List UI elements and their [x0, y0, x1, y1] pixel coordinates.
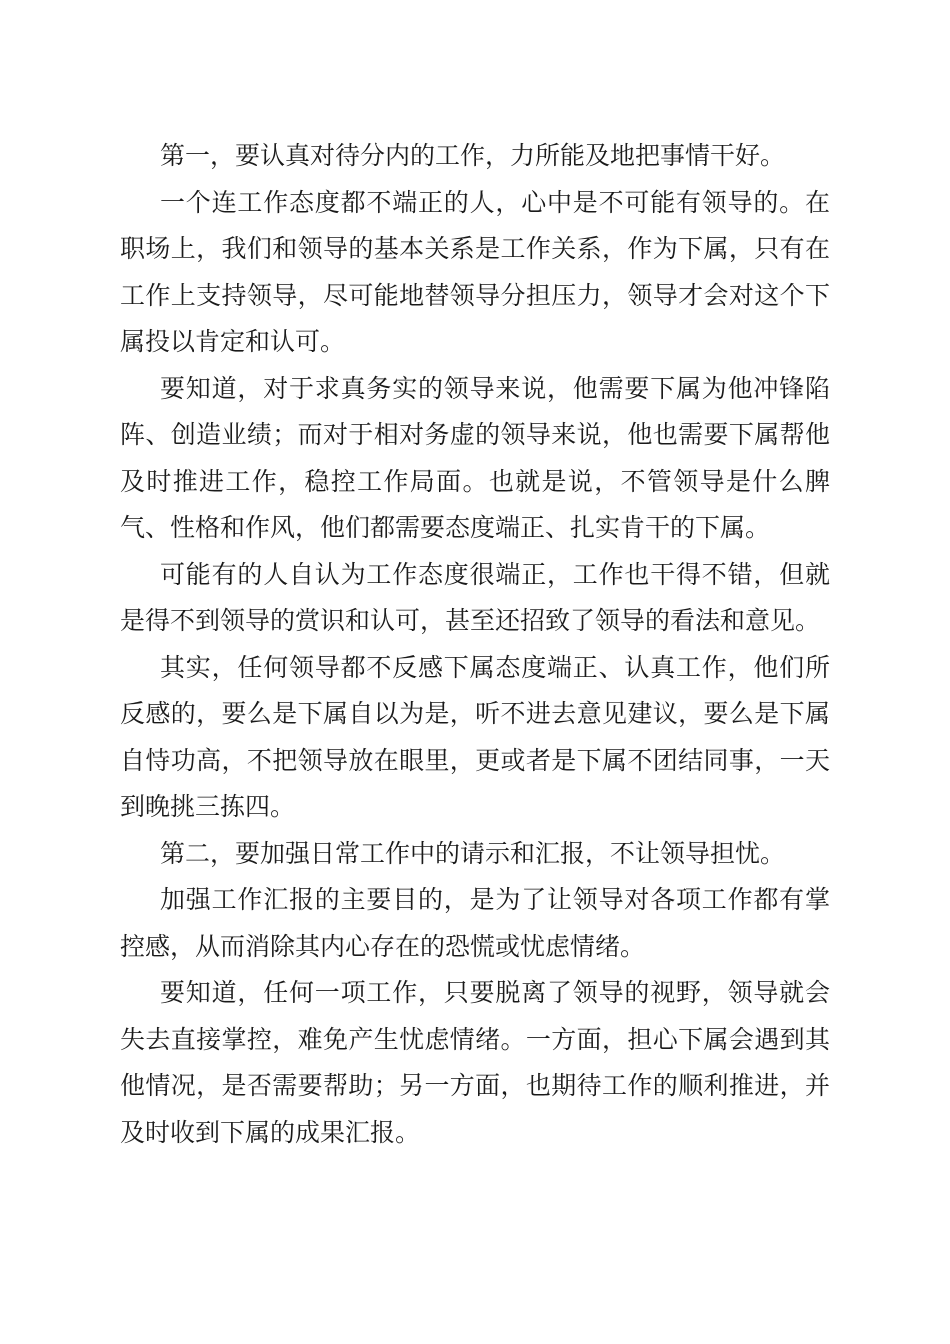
paragraph: 要知道，对于求真务实的领导来说，他需要下属为他冲锋陷阵、创造业绩；而对于相对务虚的领导来说，他也需要下属帮他及时推进工作，稳控工作局面。也就是说，不管领导是什么脾气、性格和作风，他们都需要态度端正、扎实肯干的下属。: [120, 373, 830, 542]
paragraph: 加强工作汇报的主要目的，是为了让领导对各项工作都有掌控感，从而消除其内心存在的恐慌或忧虑情绪。: [120, 885, 830, 961]
paragraph: 可能有的人自认为工作态度很端正，工作也干得不错，但就是得不到领导的赏识和认可，甚至还招致了领导的看法和意见。: [120, 559, 830, 635]
paragraph: 其实，任何领导都不反感下属态度端正、认真工作，他们所反感的，要么是下属自以为是，听不进去意见建议，要么是下属自恃功高，不把领导放在眼里，更或者是下属不团结同事，一天到晚挑三拣四。: [120, 652, 830, 821]
document-body: [120, 133, 830, 1156]
paragraph: 要知道，任何一项工作，只要脱离了领导的视野，领导就会失去直接掌控，难免产生忧虑情绪。一方面，担心下属会遇到其他情况，是否需要帮助；另一方面，也期待工作的顺利推进，并及时收到下属的成果汇报。: [120, 978, 830, 1147]
paragraph: 一个连工作态度都不端正的人，心中是不可能有领导的。在职场上，我们和领导的基本关系是工作关系，作为下属，只有在工作上支持领导，尽可能地替领导分担压力，领导才会对这个下属投以肯定和认可。: [120, 187, 830, 356]
section-heading-2: 第二，要加强日常工作中的请示和汇报，不让领导担忧。: [160, 838, 786, 868]
section-heading-1: 第一，要认真对待分内的工作，力所能及地把事情干好。: [160, 141, 786, 170]
